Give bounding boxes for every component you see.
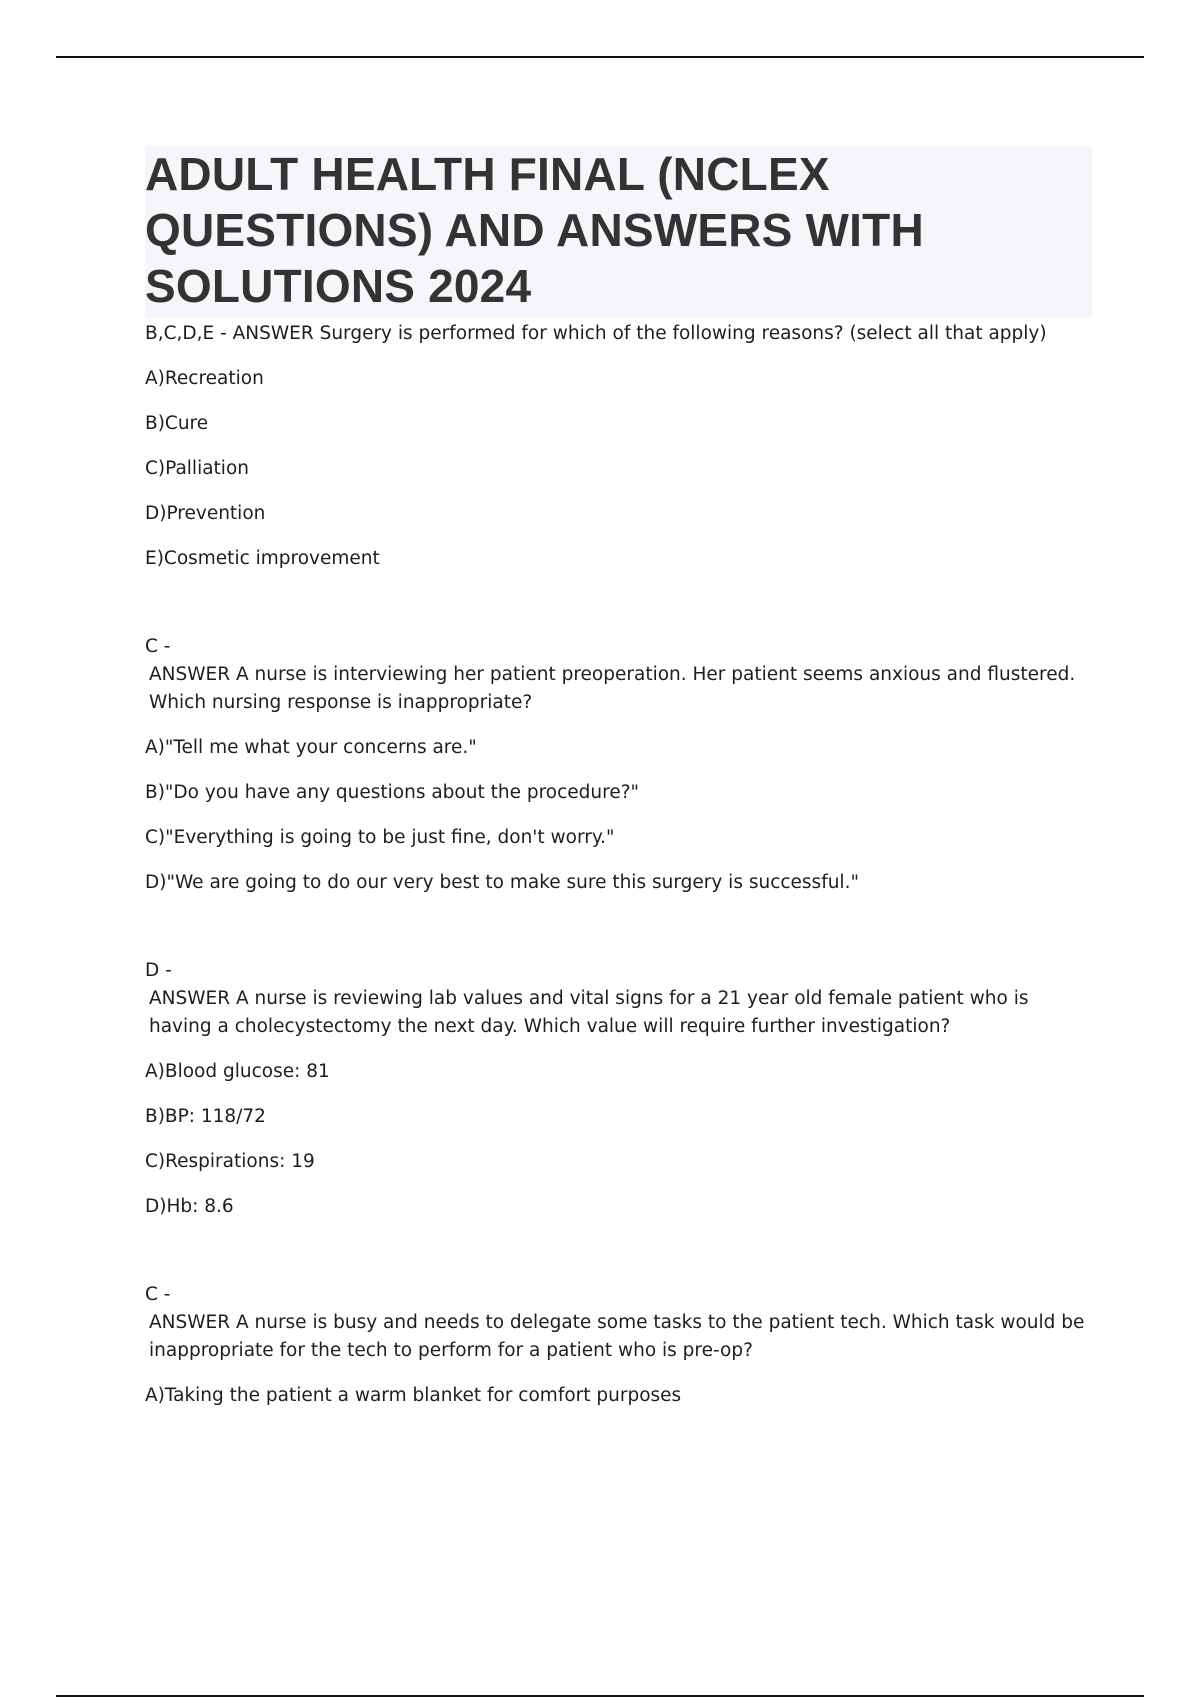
question-text: ANSWER A nurse is reviewing lab values and vital signs for a 21 year old female patient who is having a cholecystectomy the next day. Which value will require further investigation? bbox=[149, 988, 1029, 1037]
question-item bbox=[145, 1281, 1092, 1410]
question-item bbox=[145, 957, 1092, 1221]
option: A)"Tell me what your concerns are." bbox=[145, 737, 477, 758]
title-block bbox=[145, 146, 1092, 318]
option: A)Recreation bbox=[145, 368, 264, 389]
document-page bbox=[145, 146, 1092, 1410]
option-list bbox=[145, 1058, 1092, 1221]
question-item bbox=[145, 633, 1092, 897]
answer-key: C - bbox=[145, 1284, 171, 1305]
answer-and-question: B,C,D,E - ANSWER Surgery is performed for which of the following reasons? (select all that apply) bbox=[145, 323, 1047, 344]
option: B)BP: 118/72 bbox=[145, 1106, 266, 1127]
option: E)Cosmetic improvement bbox=[145, 548, 380, 569]
option: D)"We are going to do our very best to make sure this surgery is successful." bbox=[145, 872, 859, 893]
question-text: ANSWER A nurse is busy and needs to delegate some tasks to the patient tech. Which task would be inappropriate for the tech to perform for a patient who is pre-op? bbox=[149, 1312, 1085, 1361]
document-title: ADULT HEALTH FINAL (NCLEX QUESTIONS) AND ANSWERS WITH SOLUTIONS 2024 bbox=[145, 148, 924, 312]
option-list bbox=[145, 1382, 1092, 1410]
option: D)Hb: 8.6 bbox=[145, 1196, 234, 1217]
option-list bbox=[145, 365, 1092, 573]
option: B)Cure bbox=[145, 413, 209, 434]
option: A)Taking the patient a warm blanket for comfort purposes bbox=[145, 1385, 682, 1406]
question-text: ANSWER A nurse is interviewing her patient preoperation. Her patient seems anxious and flustered. Which nursing response is inappropriate? bbox=[149, 664, 1076, 713]
option-list bbox=[145, 734, 1092, 897]
answer-key: C - bbox=[145, 636, 171, 657]
option: D)Prevention bbox=[145, 503, 266, 524]
bottom-rule bbox=[56, 1695, 1144, 1697]
option: C)Palliation bbox=[145, 458, 249, 479]
question-item bbox=[145, 320, 1092, 573]
option: A)Blood glucose: 81 bbox=[145, 1061, 330, 1082]
option: C)Respirations: 19 bbox=[145, 1151, 315, 1172]
top-rule bbox=[56, 56, 1144, 58]
answer-key: D - bbox=[145, 960, 172, 981]
option: C)"Everything is going to be just fine, don't worry." bbox=[145, 827, 615, 848]
option: B)"Do you have any questions about the procedure?" bbox=[145, 782, 640, 803]
question-list bbox=[145, 320, 1092, 1410]
